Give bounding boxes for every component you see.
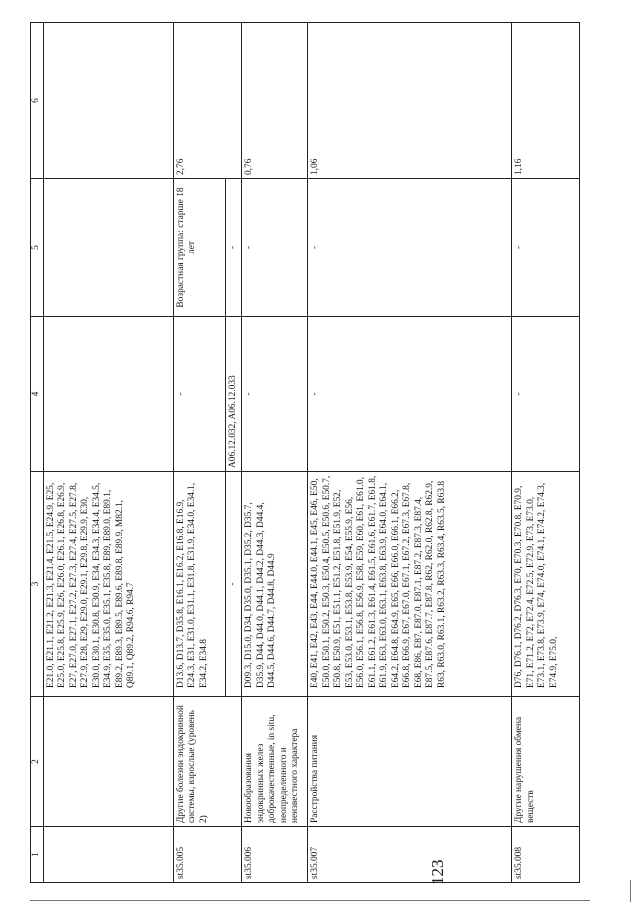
code-cell: st35.005 [174,827,242,883]
column-header: 2 [31,697,44,827]
procedure-cell: - [308,317,512,472]
icd-cell: D76, D76.1, D76.2, D76.3, E70, E70.3, E70.8, E70.9, E71, E71.2, E72, E72.4, E72.5, E72.9, E73, E73.0, E73.1, E73.8, E73.9, E74, E74.0, E74.1, E74.2, E74.3, E74.9, E75.0, [512,472,580,697]
name-cell: Новообразования эндокринных желез доброкачественные, in situ, неопределенного и неизвестного характера [242,697,308,827]
extra-criteria-cell: - [512,179,580,317]
tariff-table [30,22,580,883]
icd-cell: D13.6, D13.7, D35.8, E16.1, E16.2, E16.8, E16.9, E24.3, E31, E31.0, E31.1, E31.8, E31.9, E34.0, E34.1, E34.2, E34.8 [174,472,226,697]
code-cell: st35.006 [242,827,308,883]
table-row [242,23,308,883]
code-cell: st35.007 [308,827,512,883]
coefficient-cell [44,23,174,179]
column-number-row [31,23,44,883]
coefficient-cell: 1,06 [308,23,512,179]
icd-cell: E40, E41, E42, E43, E44, E44.0, E44.1, E45, E46, E50, E50.0, E50.1, E50.2, E50.3, E50.4, E50.5, E50.6, E50.7, E50.8, E50.9, E51, E51.1, E51.2, E51.8, E51.9, E52, E53, E53.0, E53.1, E53.8, E53.9, E54, E55.9, E56, E56.0, E56.1, E56.8, E56.9, E58, E59, E60, E61, E61.0, E61.1, E61.2, E61.3, E61.4, E61.5, E61.6, E61.7, E61.8, E61.9, E63, E63.0, E63.1, E63.8, E63.9, E64.0, E64.1, E64.2, E64.8, E64.9, E65, E66, E66.0, E66.1, E66.2, E66.8, E66.9, E67, E67.0, E67.1, E67.2, E67.3, E67.8, E68, E86, E87, E87.0, E87.1, E87.2, E87.3, E87.4, E87.5, E87.6, E87.7, E87.8, R62, R62.0, R62.8, R62.9, R63, R63.0, R63.1, R63.2, R63.3, R63.4, R63.5, R63.8 [308,472,512,697]
code-cell: st35.008 [512,827,580,883]
procedure-cell [44,317,174,472]
coefficient-cell: 0,76 [242,23,308,179]
name-cell: Другие нарушения обмена веществ [512,697,580,827]
coefficient-cell: 2,76 [174,23,242,179]
procedure-cell: - [512,317,580,472]
procedure-cell: - [242,317,308,472]
extra-criteria-cell: - [226,179,242,317]
column-header: 5 [31,179,44,317]
table-row [174,23,226,883]
icd-cell: D09.3, D15.0, D34, D35.0, D35.1, D35.2, D35.7, D35.9, D44, D44.0, D44.1, D44.2, D44.3, D44.4, D44.5, D44.6, D44.7, D44.8, D44.9 [242,472,308,697]
name-cell: Другие болезни эндокринной системы, взрослые (уровень 2) [174,697,242,827]
code-cell [44,827,174,883]
column-header: 6 [31,23,44,179]
scan-edge-line [630,880,631,902]
coefficient-cell: 1,16 [512,23,580,179]
extra-criteria-cell: Возрастная группа: старше 18 лет [174,179,226,317]
icd-cell: - [226,472,242,697]
extra-criteria-cell [44,179,174,317]
table-row [308,23,512,883]
column-header: 4 [31,317,44,472]
name-cell: Расстройства питания [308,697,512,827]
procedure-cell: A06.12.032, A06.12.033 [226,317,242,472]
column-header: 1 [31,827,44,883]
table-row [44,23,174,883]
icd-cell: E21.0, E21.1, E21.2, E21.3, E21.4, E21.5, E24.9, E25, E25.0, E25.8, E25.9, E26, E26.0, E26.1, E26.8, E26.9, E27, E27.0, E27.1, E27.2, E27.3, E27.4, E27.5, E27.8, E27.9, E28, E29, E29.0, E29.1, E29.8, E29.9, E30, E30.0, E30.1, E30.8, E30.9, E34, E34.3, E34.4, E34.5, E34.9, E35, E35.0, E35.1, E35.8, E89, E89.0, E89.1, E89.2, E89.3, E89.5, E89.6, E89.8, E89.9, M82.1, Q89.1, Q89.2, R94.6, R94.7 [44,472,174,697]
scan-edge-line [30,900,590,901]
column-header: 3 [31,472,44,697]
extra-criteria-cell: - [242,179,308,317]
table-row [512,23,580,883]
procedure-cell: - [174,317,226,472]
page-number: 123 [428,859,447,885]
name-cell [44,697,174,827]
extra-criteria-cell: - [308,179,512,317]
